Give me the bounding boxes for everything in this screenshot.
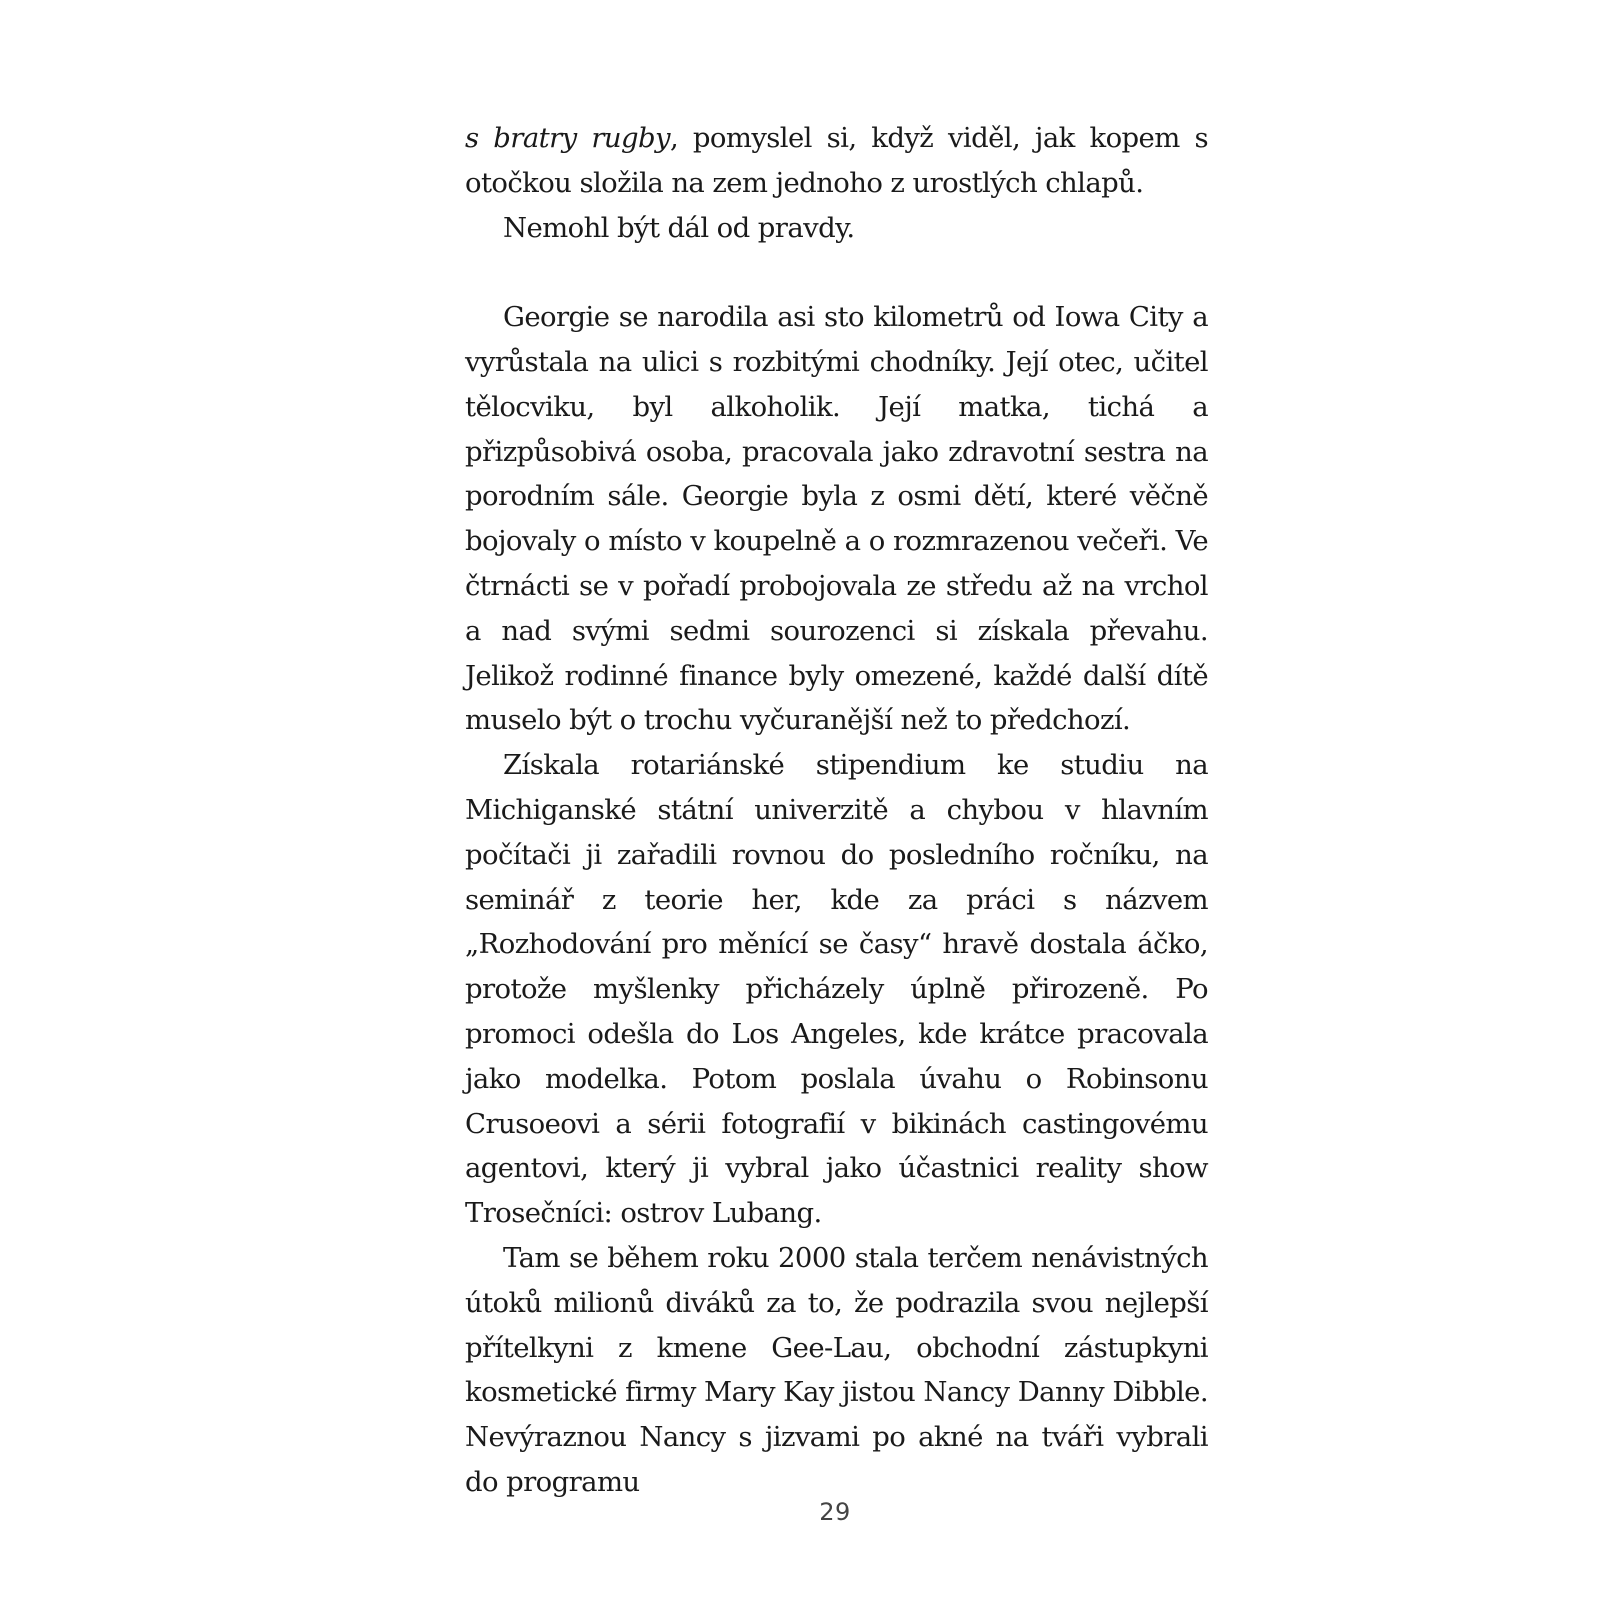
paragraph: Tam se během roku 2000 stala terčem nenávistných útoků milionů diváků za to, že podrazila svou nejlepší přítelkyni z kmene Gee-Lau, obchodní zástupkyni kosmetické firmy Mary Kay jistou Nancy Danny Dibble. Nevýraznou Nancy s jizvami po akné na tváři vybrali do programu [465,1241,1208,1498]
paragraph-continuation [465,116,1208,206]
paragraph: Georgie se narodila asi sto kilometrů od Iowa City a vyrůstala na ulici s rozbitými chodníky. Její otec, učitel tělocviku, byl alkoholik. Její matka, tichá a přizpůsobivá osoba, pracovala jako zdravotní sestra na porodním sále. Georgie byla z osmi dětí, které věčně bojovaly o místo v koupelně a o rozmrazenou večeři. Ve čtrnácti se v pořadí probojovala ze středu až na vrchol a nad svými sedmi sourozenci si získala převahu. Jelikož rodinné finance byly omezené, každé další dítě muselo být o trochu vyčuranější než to předchozí. [465,301,1208,737]
paragraph: Získala rotariánské stipendium ke studiu na Michiganské státní univerzitě a chybou v hlavním počítači ji zařadili rovnou do posledního ročníku, na seminář z teorie her, kde za práci s názvem „Rozhodování pro měnící se časy“ hravě dostala áčko, protože myšlenky přicházely úplně přirozeně. Po promoci odešla do Los Angeles, kde krátce pracovala jako modelka. Potom poslala úvahu o Robinsonu Crusoeovi a sérii fotografií v bikinách castingovému agentovi, který ji vybral jako účastnici reality show Trosečníci: ostrov Lubang. [465,749,1208,1230]
paragraph-text: , pomyslel si, když viděl, jak kopem s otočkou složila na zem jednoho z urostlých chlapů. [465,122,1208,199]
italic-phrase: s bratry rugby [465,122,670,154]
paragraph: Nemohl být dál od pravdy. [503,211,855,244]
page-number: 29 [819,1498,851,1526]
body-text [465,116,1208,1505]
section-break [465,250,1208,295]
